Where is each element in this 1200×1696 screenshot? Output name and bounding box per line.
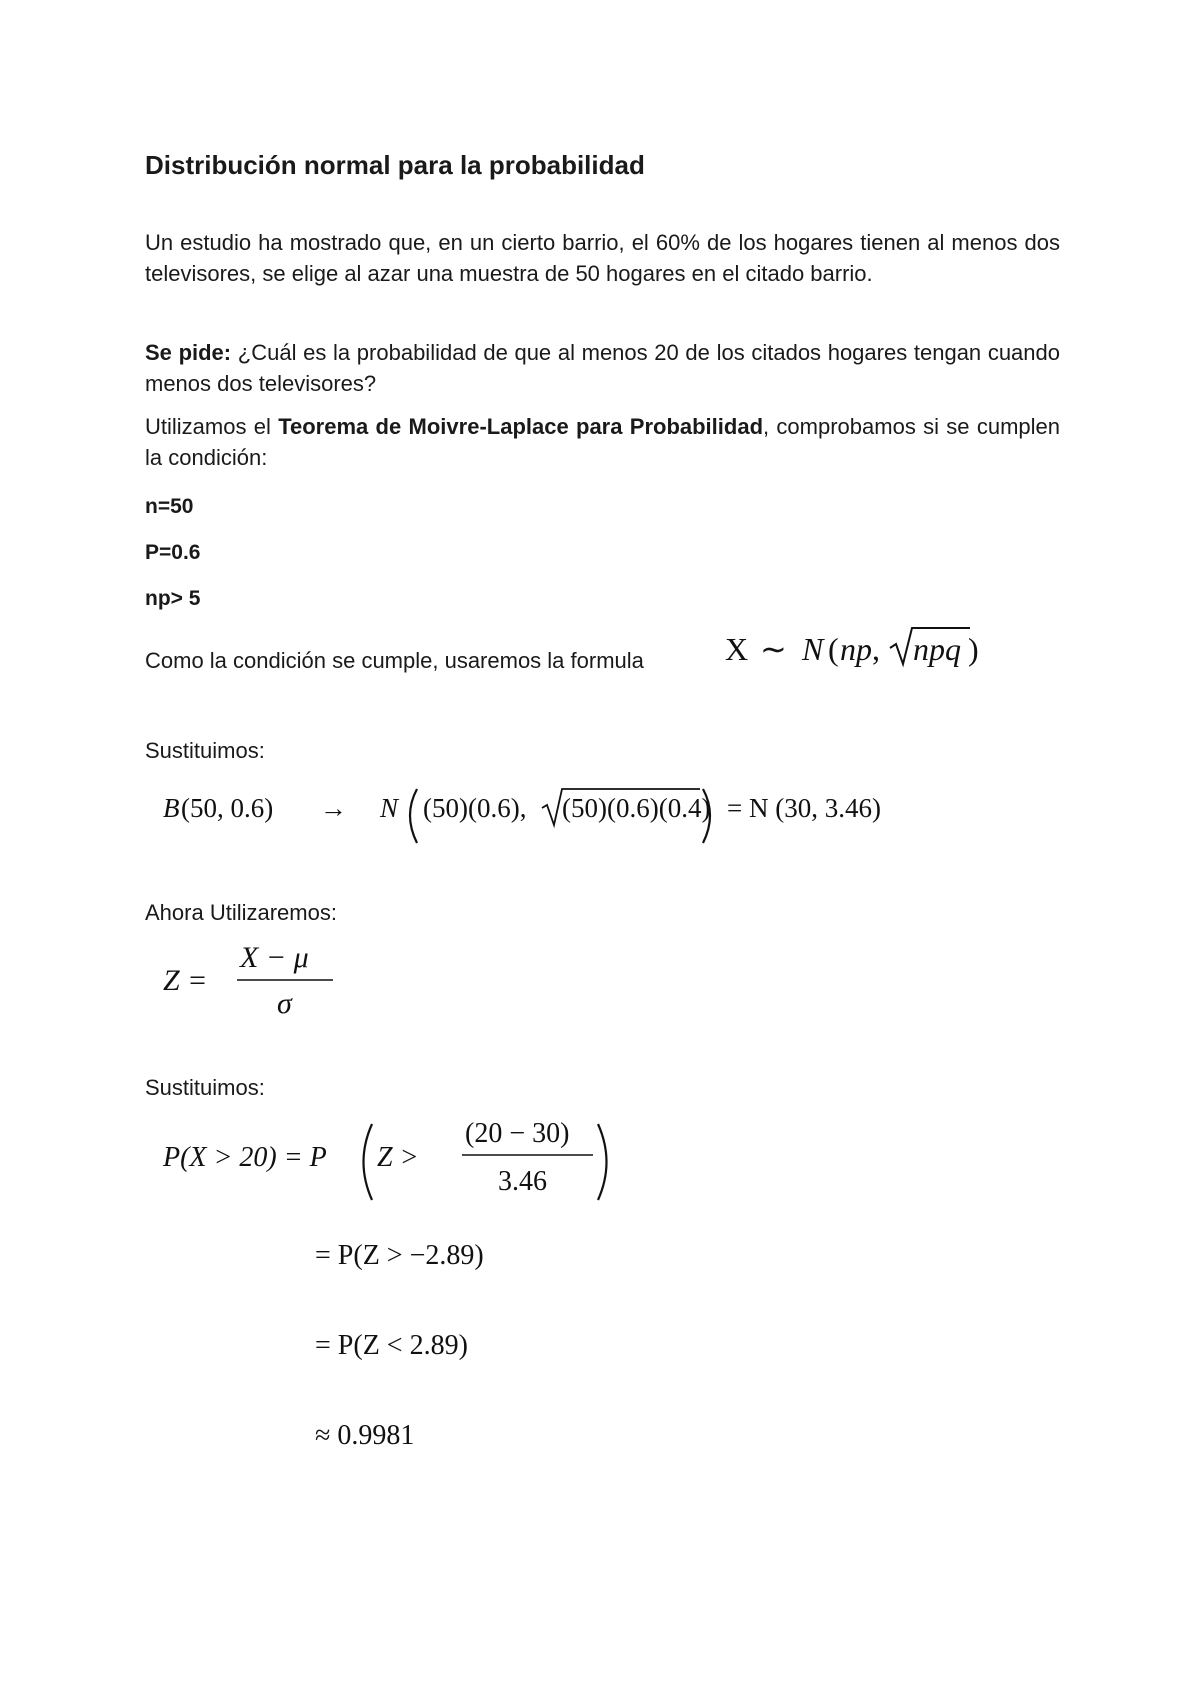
normal-approx-formula xyxy=(720,620,1120,680)
probability-step-2 xyxy=(315,1320,615,1370)
formula-x: X xyxy=(725,631,749,667)
formula-tilde: ∼ xyxy=(760,631,787,667)
prob-denominator: 3.46 xyxy=(498,1166,547,1197)
svg-text:): ) xyxy=(968,631,979,667)
svg-text:(50, 0.6): (50, 0.6) xyxy=(181,793,274,823)
svg-text:B: B xyxy=(163,793,180,823)
question-text: ¿Cuál es la probabilidad de que al menos 20 de los citados hogares tengan cuando menos dos televisores? xyxy=(145,340,1060,396)
intro-paragraph: Un estudio ha mostrado que, en un cierto barrio, el 60% de los hogares tienen al menos dos televisores, se elige al azar una muestra de 50 hogares en el citado barrio. xyxy=(145,230,1060,286)
prob-numerator: (20 − 30) xyxy=(465,1118,570,1149)
z-lhs: Z = xyxy=(163,964,208,997)
step-1-text: = P(Z > −2.89) xyxy=(315,1240,484,1271)
final-result-text: ≈ 0.9981 xyxy=(315,1420,415,1451)
formula-np: np xyxy=(840,631,872,667)
substitution-result: = N (30, 3.46) xyxy=(727,793,881,823)
probability-result xyxy=(315,1410,615,1460)
step-2-text: = P(Z < 2.89) xyxy=(315,1330,468,1361)
document-page xyxy=(145,0,1060,1696)
condition-n: n=50 xyxy=(145,495,194,518)
method-prefix: Utilizamos el xyxy=(145,414,279,439)
method-suffix: , comprobamos si se cumplen la condición: xyxy=(145,414,1060,470)
sd-expr: (50)(0.6)(0.4) xyxy=(562,793,711,823)
mean-expr: (50)(0.6), xyxy=(423,793,527,823)
svg-text:(: ( xyxy=(828,631,839,667)
sustituimos-label-2: Sustituimos: xyxy=(145,1075,265,1100)
formula-n: N xyxy=(802,631,824,667)
ahora-label: Ahora Utilizaremos: xyxy=(145,900,337,925)
z-numerator: X − μ xyxy=(240,941,309,974)
formula-intro-text: Como la condición se cumple, usaremos la formula xyxy=(145,648,644,673)
probability-formula xyxy=(155,1110,655,1210)
probability-lhs: P(X > 20) = P xyxy=(163,1142,327,1173)
z-condition: Z > xyxy=(377,1142,419,1173)
method-theorem-name: Teorema de Moivre-Laplace para Probabilidad xyxy=(278,414,764,439)
svg-text:,: , xyxy=(872,631,880,667)
arrow: → xyxy=(320,793,347,823)
question-paragraph xyxy=(145,338,1060,399)
formula-npq: npq xyxy=(913,631,961,667)
normal-func: N xyxy=(380,793,399,823)
condition-p: P=0.6 xyxy=(145,541,201,564)
probability-step-1 xyxy=(315,1230,615,1280)
substitution-formula xyxy=(155,775,1055,845)
question-label: Se pide: xyxy=(145,340,232,365)
z-denominator: σ xyxy=(277,987,292,1020)
method-paragraph xyxy=(145,412,1060,473)
z-score-formula xyxy=(155,935,355,1025)
sustituimos-label-1: Sustituimos: xyxy=(145,738,265,763)
condition-np: np> 5 xyxy=(145,587,201,610)
document-title: Distribución normal para la probabilidad xyxy=(145,150,645,180)
